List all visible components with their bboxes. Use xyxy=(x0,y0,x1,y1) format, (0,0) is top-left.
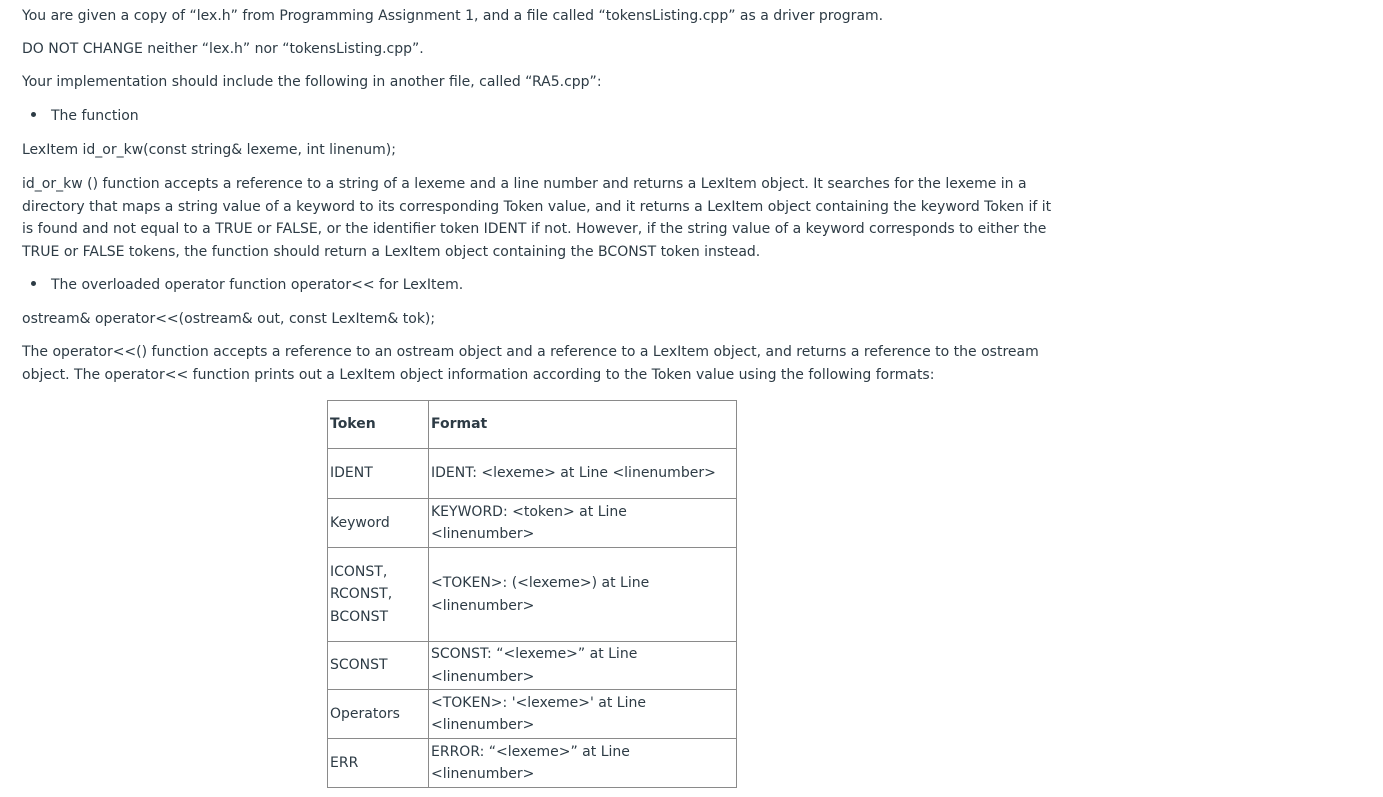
format-cell: <TOKEN>: (<lexeme>) at Line <linenumber> xyxy=(429,548,737,642)
token-line: Keyword xyxy=(330,514,390,531)
format-cell: SCONST: “<lexeme>” at Line <linenumber> xyxy=(429,642,737,690)
table-row xyxy=(328,642,737,690)
bullet-dot-icon xyxy=(31,112,36,117)
token-line: Operators xyxy=(330,705,400,722)
token-line: ICONST, xyxy=(330,563,388,580)
token-cell xyxy=(328,690,429,739)
table-row xyxy=(328,499,737,548)
token-line: IDENT xyxy=(330,465,373,482)
header-format: Format xyxy=(429,401,737,449)
table-row xyxy=(328,739,737,788)
token-cell xyxy=(328,548,429,642)
format-cell: ERROR: “<lexeme>” at Line <linenumber> xyxy=(429,739,737,788)
bullet-dot-icon xyxy=(31,281,36,286)
implementation-paragraph: Your implementation should include the following in another file, called “RA5.cpp”: xyxy=(22,74,602,90)
table-row xyxy=(328,548,737,642)
token-cell xyxy=(328,739,429,788)
table-row xyxy=(328,449,737,499)
table-row xyxy=(328,690,737,739)
intro-paragraph: You are given a copy of “lex.h” from Programming Assignment 1, and a file called “tokensListing.cpp” as a driver program. xyxy=(22,8,884,24)
format-cell: <TOKEN>: '<lexeme>' at Line <linenumber> xyxy=(429,690,737,739)
id-or-kw-description: id_or_kw () function accepts a reference to a string of a lexeme and a line number and returns a LexItem object. It searches for the lexeme in a directory that maps a string value of a keyword to its corresponding Token value, and it returns a LexItem object containing the keyword Token if it is found and not equal to a TRUE or FALSE, or the identifier token IDENT if not. However, if the string value of a keyword corresponds to either the TRUE or FALSE tokens, the function should return a LexItem object containing the BCONST token instead. xyxy=(22,176,1052,260)
token-line: BCONST xyxy=(330,608,389,625)
bullet-function xyxy=(22,105,139,128)
token-cell xyxy=(328,642,429,690)
bullet-operator-text: The overloaded operator function operator<< for LexItem. xyxy=(51,277,464,293)
bullet-operator xyxy=(22,274,463,297)
id-or-kw-signature: LexItem id_or_kw(const string& lexeme, int linenum); xyxy=(22,142,396,158)
token-line: RCONST, xyxy=(330,586,393,603)
table-header-row xyxy=(328,401,737,449)
do-not-change-paragraph: DO NOT CHANGE neither “lex.h” nor “tokensListing.cpp”. xyxy=(22,41,424,57)
bullet-function-text: The function xyxy=(51,108,139,124)
header-token: Token xyxy=(328,401,429,449)
token-format-table xyxy=(327,400,737,788)
token-line: SCONST xyxy=(330,657,388,674)
format-cell: KEYWORD: <token> at Line <linenumber> xyxy=(429,499,737,548)
token-line: ERR xyxy=(330,754,359,771)
format-cell: IDENT: <lexeme> at Line <linenumber> xyxy=(429,449,737,499)
token-cell xyxy=(328,499,429,548)
operator-description: The operator<<() function accepts a reference to an ostream object and a reference to a LexItem object, and returns a reference to the ostream object. The operator<< function prints out a LexItem object information according to the Token value using the following formats: xyxy=(22,344,1039,383)
operator-signature: ostream& operator<<(ostream& out, const LexItem& tok); xyxy=(22,311,436,327)
token-cell xyxy=(328,449,429,499)
